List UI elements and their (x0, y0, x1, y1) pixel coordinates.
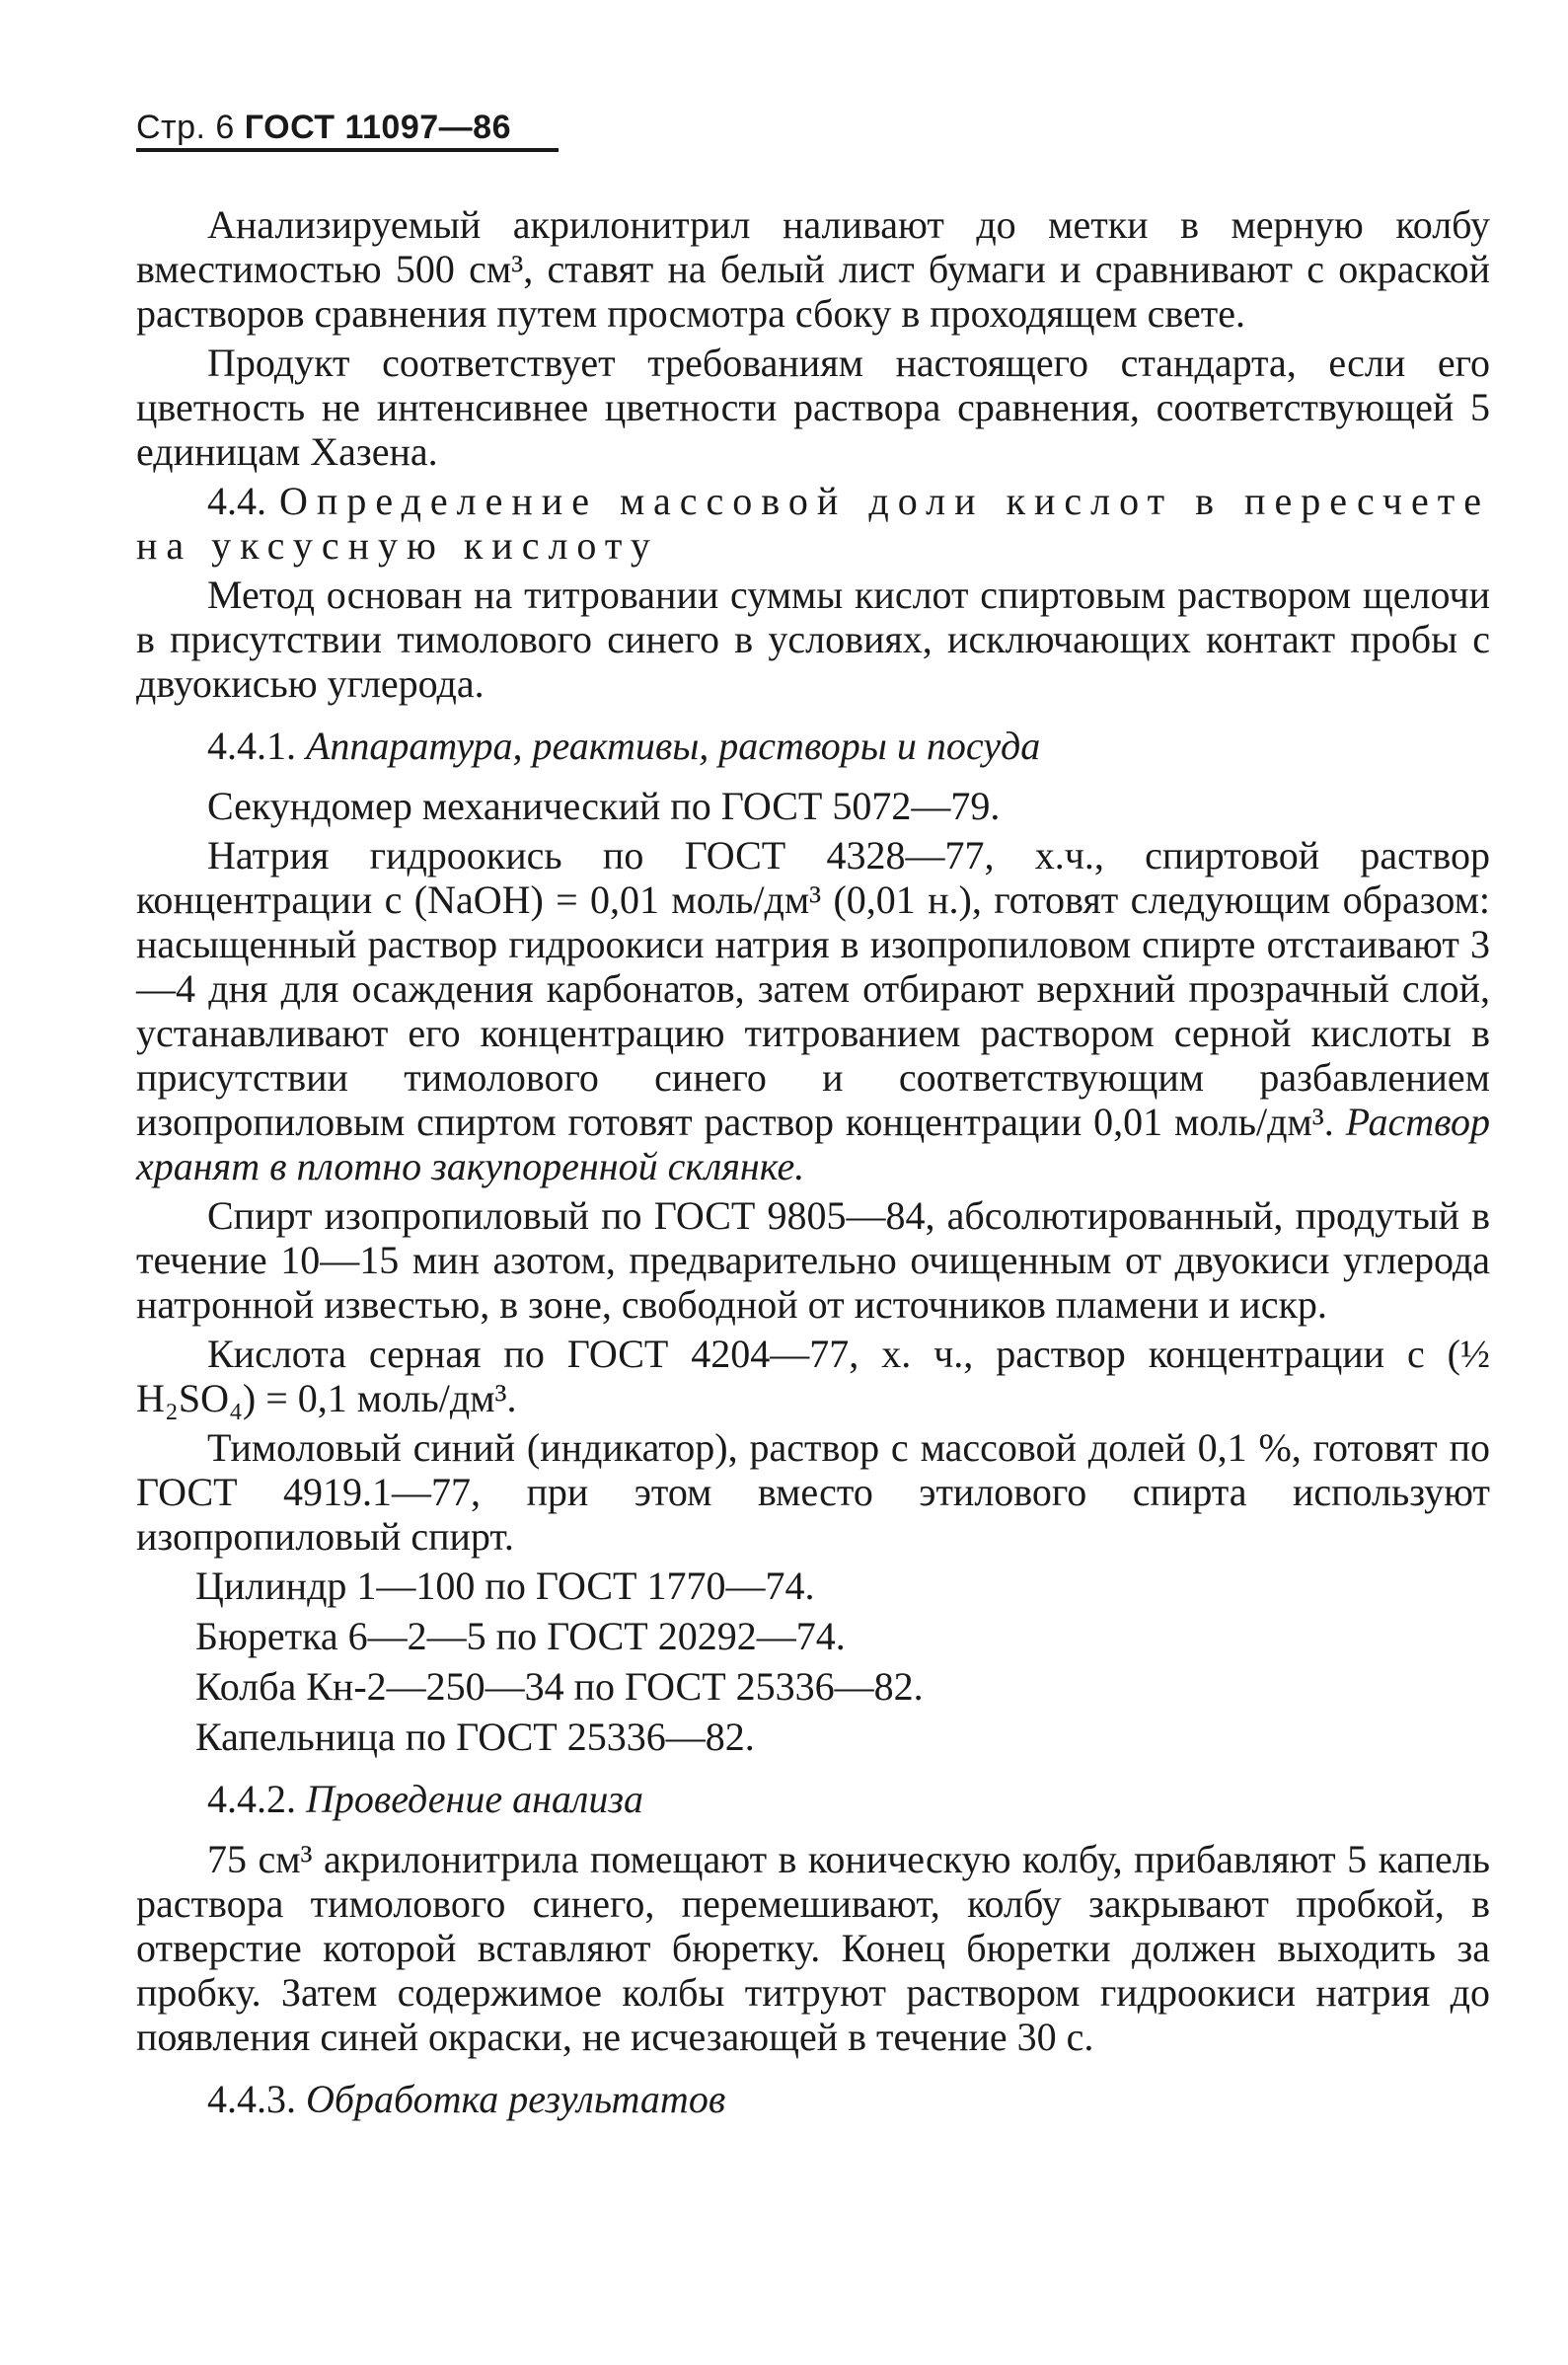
paragraph-procedure: 75 см³ акрилонитрила помещают в коническую колбу, прибавляют 5 капель раствора тимолового синего, перемешивают, колбу закрывают пробкой, в отверстие которой вставляют бюретку. Конец бюретки должен выходить за пробку. Затем содержимое колбы титруют раствором гидроокиси натрия до появления синей окраски, не исчезающей в течение 30 с. (136, 1837, 1490, 2059)
equipment-flask: Колба Кн-2—250—34 по ГОСТ 25336—82. (195, 1664, 924, 1709)
header-rule (136, 148, 559, 152)
paragraph-method: Метод основан на титровании суммы кислот спиртовым раствором щелочи в присутствии тимолового синего в условиях, исключающих контакт пробы с двуокисью углерода. (136, 572, 1490, 706)
page-header (136, 109, 511, 147)
equipment-dropper: Капельница по ГОСТ 25336—82. (195, 1715, 755, 1759)
section-4-4-1-heading (136, 724, 1490, 768)
section-4-4-heading (136, 479, 1490, 568)
equipment-cylinder: Цилиндр 1—100 по ГОСТ 1770—74. (195, 1564, 815, 1608)
section-4-4-1-title: Аппаратура, реактивы, растворы и посуда (306, 724, 1041, 768)
section-4-4-number: 4.4. (207, 479, 266, 523)
sodium-hydroxide-text: Натрия гидроокись по ГОСТ 4328—77, х.ч., спиртовой раствор концентрации c (NaOH) = 0,01 моль/дм³ (0,01 н.), готовят следующим образом: насыщенный раствор гидроокиси натрия в изопропиловом спирте отстаивают 3—4 дня для осаждения карбонатов, затем отбирают верхний прозрачный слой, устанавливают его концентрацию титрованием раствором серной кислоты в присутствии тимолового синего и соответствующим разбавлением изопропиловым спиртом готовят раствор концентрации 0,01 моль/дм³. (136, 833, 1490, 1144)
paragraph-isopropanol: Спирт изопропиловый по ГОСТ 9805—84, абсолютированный, продутый в течение 10—15 мин азотом, предварительно очищенным от двуокиси углерода натронной известью, в зоне, свободной от источников пламени и искр. (136, 1193, 1490, 1327)
section-4-4-2-title: Проведение анализа (306, 1777, 643, 1821)
equipment-burette: Бюретка 6—2—5 по ГОСТ 20292—74. (195, 1614, 846, 1658)
paragraph-sulfuric-acid: Кислота серная по ГОСТ 4204—77, х. ч., раствор концентрации c (½ H₂SO₄) = 0,1 моль/дм³. (136, 1332, 1490, 1420)
paragraph-thymol-blue: Тимоловый синий (индикатор), раствор с массовой долей 0,1 %, готовят по ГОСТ 4919.1—77, при этом вместо этилового спирта используют изопропиловый спирт. (136, 1425, 1490, 1559)
section-4-4-2-heading (136, 1777, 1490, 1821)
document-body (136, 202, 1490, 2137)
section-4-4-2-number: 4.4.2. (207, 1777, 296, 1821)
paragraph-stopwatch: Секундомер механический по ГОСТ 5072—79. (207, 784, 1001, 828)
storage-note: Раствор хранят в плотно закупоренной склянке. (136, 1100, 1490, 1188)
page-number: Стр. 6 (136, 109, 235, 146)
standard-code: ГОСТ 11097—86 (244, 109, 511, 146)
section-4-4-1-number: 4.4.1. (207, 724, 296, 768)
section-4-4-3-heading (136, 2077, 1490, 2121)
paragraph-conformity: Продукт соответствует требованиям настоящего стандарта, если его цветность не интенсивнее цветности раствора сравнения, соответствующей 5 единицам Хазена. (136, 341, 1490, 474)
paragraph-comparison: Анализируемый акрилонитрил наливают до метки в мерную колбу вместимостью 500 см³, ставят на белый лист бумаги и сравнивают с окраской растворов сравнения путем просмотра сбоку в проходящем свете. (136, 202, 1490, 336)
paragraph-sodium-hydroxide (136, 833, 1490, 1188)
section-4-4-title: Определение массовой доли кислот в пересчете на уксусную кислоту (136, 479, 1491, 568)
section-4-4-3-number: 4.4.3. (207, 2077, 296, 2121)
section-4-4-3-title: Обработка результатов (306, 2077, 726, 2121)
